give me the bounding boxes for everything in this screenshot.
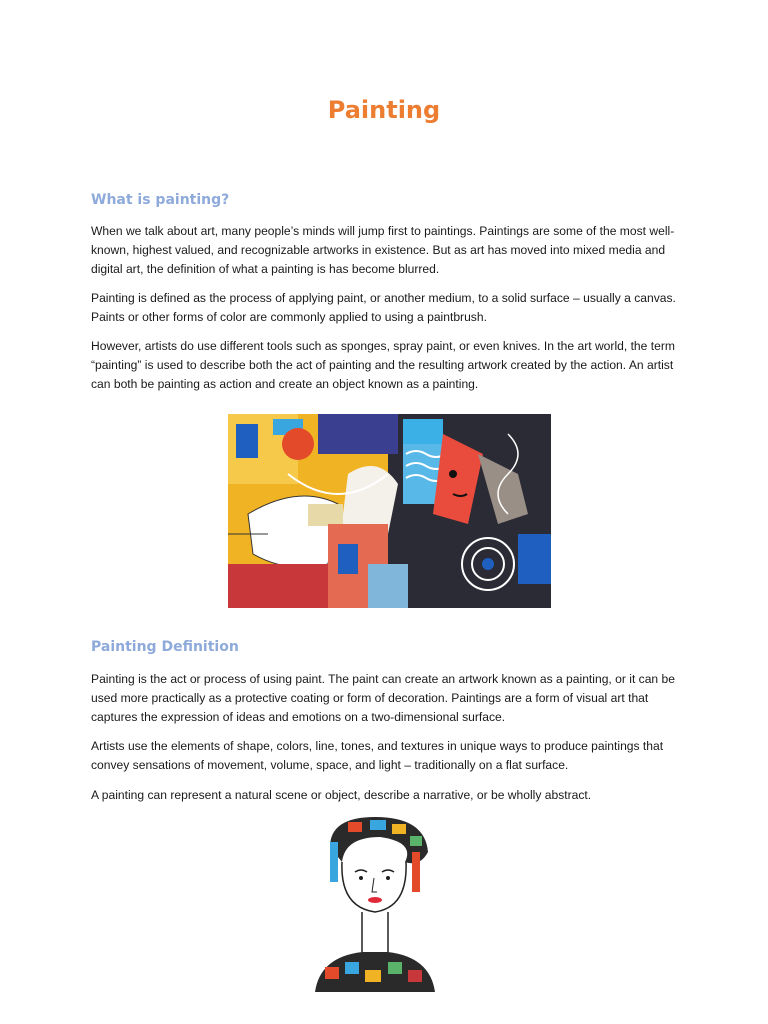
paragraph-definition: Painting is defined as the process of applying paint, or another medium, to a solid surface – usually a canvas. Paints or other forms of color are commonly applied to using a paintbrush.	[91, 291, 676, 324]
paragraph-representation: A painting can represent a natural scene or object, describe a narrative, or be wholly abstract.	[91, 788, 592, 802]
paragraph-elements: Artists use the elements of shape, colors, line, tones, and textures in unique ways to produce paintings that convey sensations of movement, volume, space, and light – traditionally on a flat surface.	[91, 739, 664, 772]
paragraph-intro: When we talk about art, many people’s minds will jump first to paintings. Paintings are some of the most well-known, highest valued, and recognizable artworks in existence. But as art has moved into mixed media and digital art, the definition of what a painting is has become blurred.	[91, 224, 675, 276]
paragraph-act-of-painting: Painting is the act or process of using paint. The paint can create an artwork known as a painting, or it can be used more practically as a protective coating or form of decoration. Paintings are a form of visual art that captures the expression of ideas and emotions on a two-dimensional surface.	[91, 672, 675, 724]
section-heading-what-is-painting: What is painting?	[91, 192, 230, 208]
paragraph-tools: However, artists do use different tools such as sponges, spray paint, or even knives. In the art world, the term “painting” is used to describe both the act of painting and the resulting artwork created by the action. An artist can both be painting as action and create an object known as a painting.	[91, 339, 675, 391]
collage-portrait-image	[300, 812, 450, 997]
abstract-painting-image	[228, 414, 551, 608]
page-title: Painting	[327, 96, 441, 124]
section-heading-painting-definition: Painting Definition	[91, 639, 239, 655]
